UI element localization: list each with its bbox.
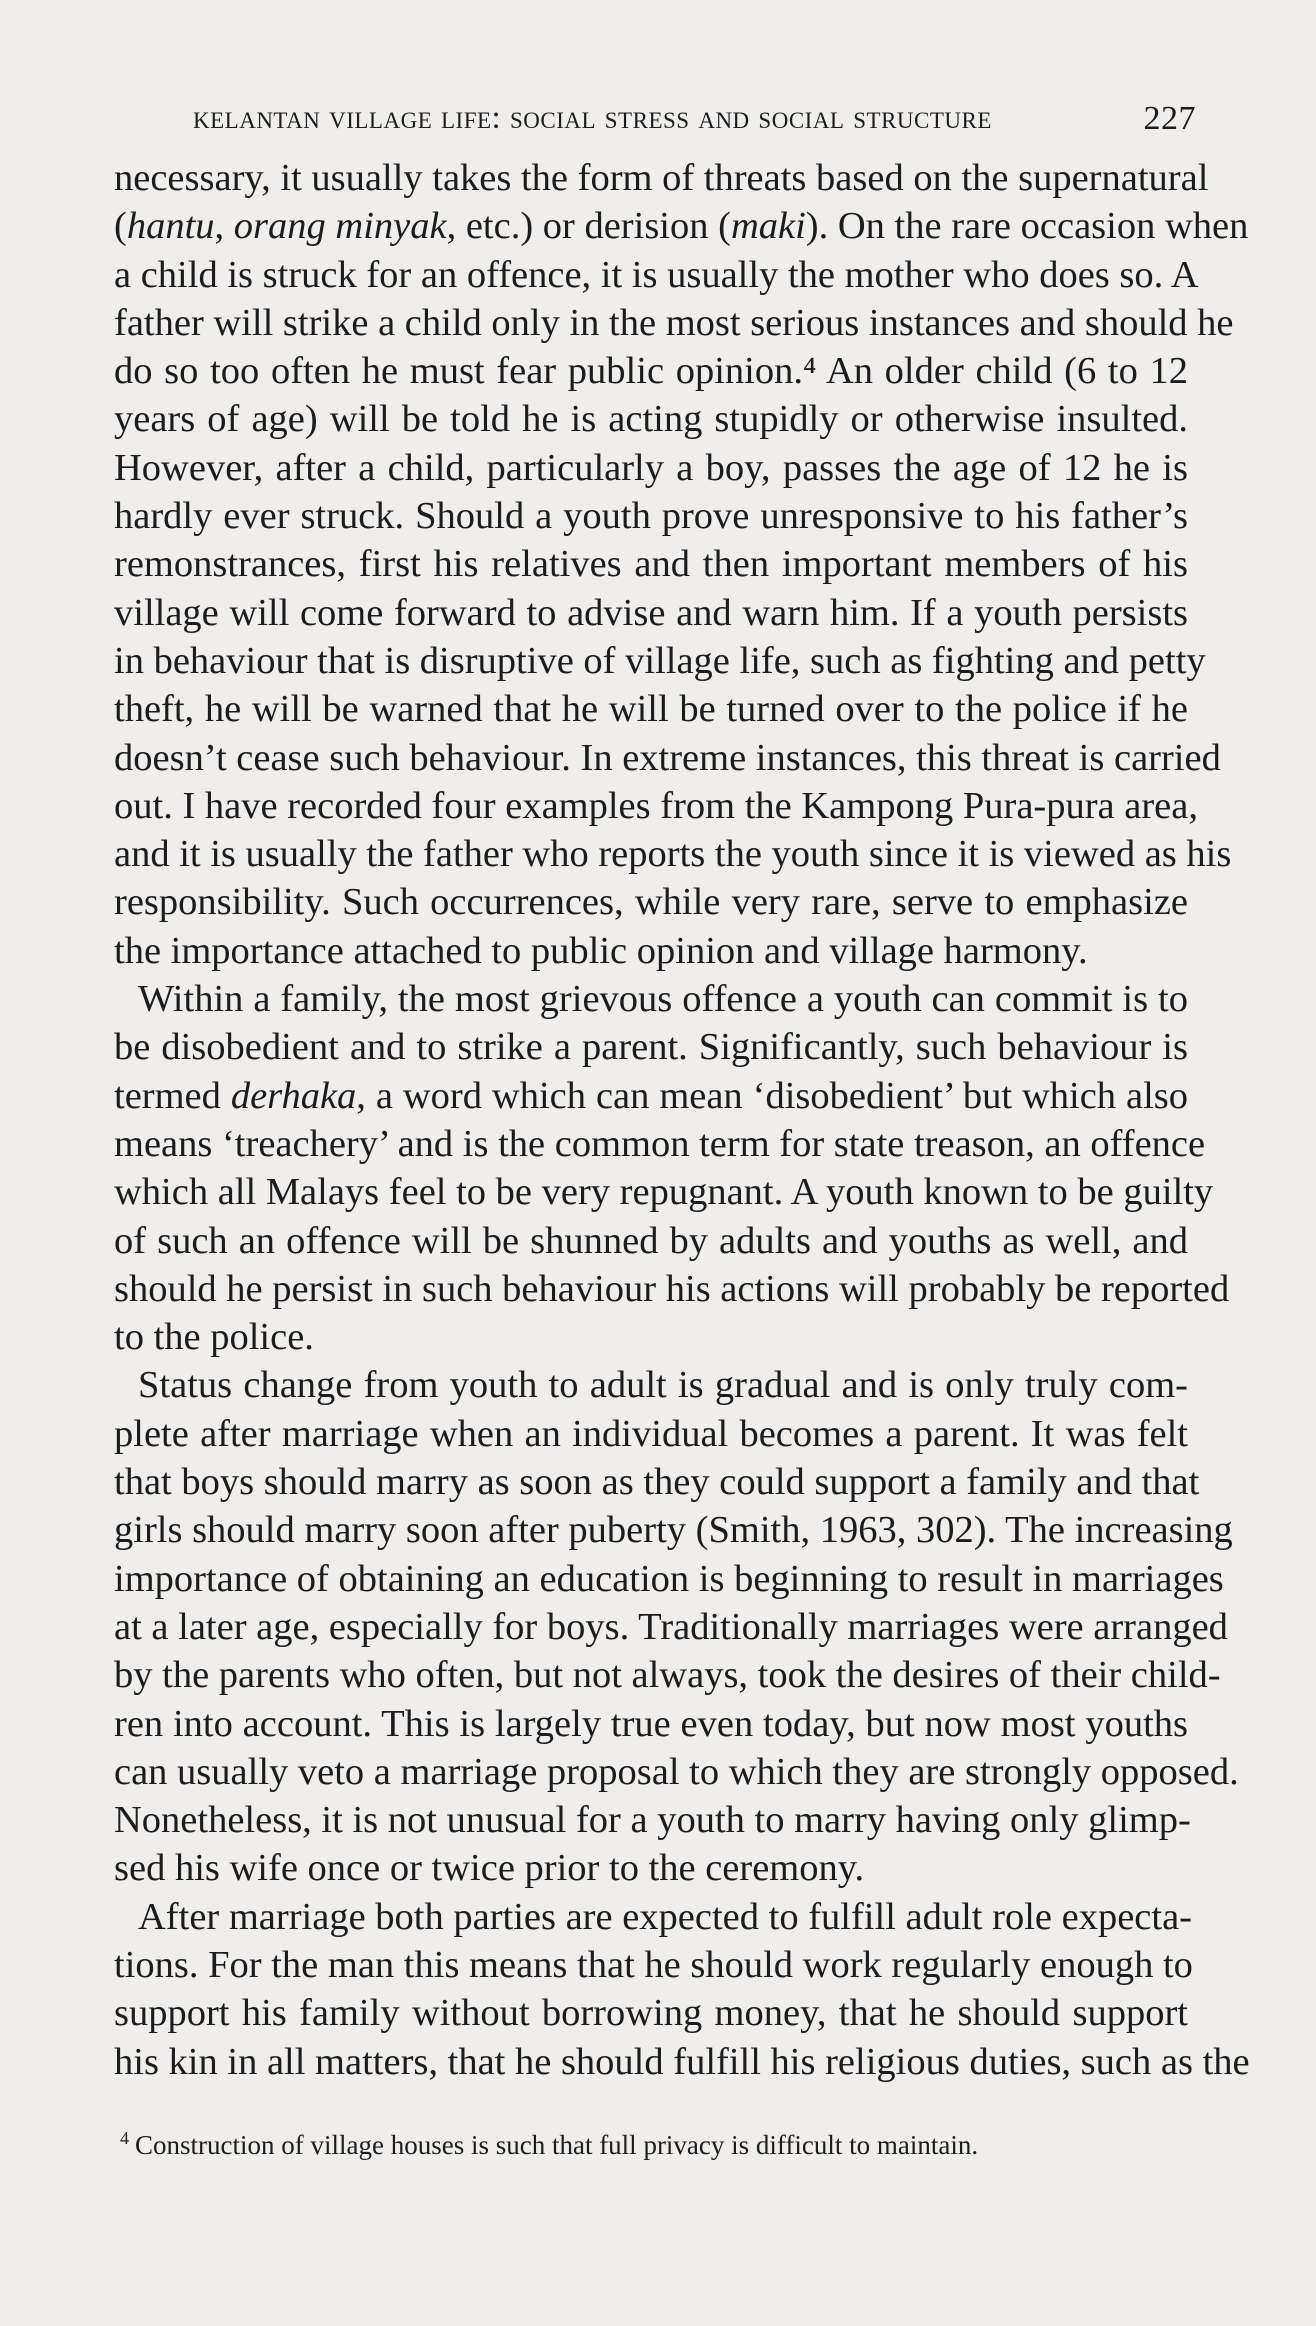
text-line xyxy=(114,1555,1224,1603)
text-run: plete after marriage when an individual becomes a parent. It was felt xyxy=(114,1412,1188,1455)
text-line xyxy=(114,1072,1188,1120)
italic-term: derhaka xyxy=(230,1074,357,1117)
text-run: theft, he will be warned that he will be turned over to the police if he xyxy=(114,688,1188,731)
page-number: 227 xyxy=(1143,100,1196,137)
text-run: and it is usually the father who reports the youth since it is viewed as his xyxy=(114,833,1232,876)
text-run: to the police. xyxy=(114,1316,314,1359)
text-line xyxy=(114,1700,1188,1748)
text-line xyxy=(114,251,1199,299)
text-run: Within a family, the most grievous offence a youth can commit is to xyxy=(138,978,1188,1021)
text-run: his kin in all matters, that he should fulfill his religious duties, such as the xyxy=(114,2040,1250,2083)
footnote xyxy=(120,2128,978,2161)
text-line xyxy=(114,1603,1228,1651)
text-line xyxy=(114,734,1221,782)
text-line xyxy=(114,1989,1188,2037)
text-run: remonstrances, first his relatives and then important members of his xyxy=(114,543,1188,586)
text-line xyxy=(114,1265,1230,1313)
text-line xyxy=(114,1844,1188,1892)
text-run: importance of obtaining an education is beginning to result in marriages xyxy=(114,1557,1224,1600)
running-header xyxy=(193,100,1196,138)
text-line xyxy=(114,975,1188,1023)
italic-term: orang minyak xyxy=(233,205,447,248)
italic-term: hantu xyxy=(126,205,215,248)
text-run: that boys should marry as soon as they could support a family and that xyxy=(114,1461,1200,1504)
text-run: which all Malays feel to be very repugnant. A youth known to be guilty xyxy=(114,1171,1214,1214)
footnote-text: Construction of village houses is such that full privacy is difficult to maintain. xyxy=(135,2130,979,2160)
text-line xyxy=(114,395,1188,443)
text-run: hardly ever struck. Should a youth prove unresponsive to his father’s xyxy=(114,495,1188,538)
text-line xyxy=(114,927,1188,975)
text-run: do so too often he must fear public opinion.⁴ An older child (6 to 12 xyxy=(114,350,1188,393)
text-line xyxy=(114,2038,1250,2086)
text-line xyxy=(114,1023,1188,1071)
text-run: years of age) will be told he is acting stupidly or otherwise insulted. xyxy=(114,398,1188,441)
text-run: of such an offence will be shunned by adults and youths as well, and xyxy=(114,1219,1188,1262)
text-run: necessary, it usually takes the form of threats based on the supernatural xyxy=(114,157,1209,199)
text-run: be disobedient and to strike a parent. Significantly, such behaviour is xyxy=(114,1026,1188,1069)
text-line xyxy=(114,540,1188,588)
text-run: father will strike a child only in the most serious instances and should he xyxy=(114,301,1234,344)
text-run: girls should marry soon after puberty (Smith, 1963, 302). The increasing xyxy=(114,1509,1233,1552)
text-line xyxy=(114,444,1188,492)
text-run: , a word which can mean ‘disobedient’ but which also xyxy=(356,1074,1189,1117)
text-line xyxy=(114,1168,1214,1216)
text-line xyxy=(114,202,1249,250)
text-run: Nonetheless, it is not unusual for a youth to marry having only glimp- xyxy=(114,1799,1191,1842)
text-line xyxy=(114,1651,1221,1699)
text-run: ). On the rare occasion when xyxy=(805,205,1249,248)
italic-term: maki xyxy=(730,205,806,248)
text-line xyxy=(114,1796,1191,1844)
text-line xyxy=(114,299,1234,347)
text-line xyxy=(114,830,1232,878)
text-run: the importance attached to public opinion and village harmony. xyxy=(114,929,1088,972)
body-text xyxy=(114,154,1250,2086)
text-run: out. I have recorded four examples from the Kampong Pura-pura area, xyxy=(114,784,1198,827)
text-run: by the parents who often, but not always, took the desires of their child- xyxy=(114,1654,1221,1697)
text-line xyxy=(114,1410,1188,1458)
text-line xyxy=(114,1313,1188,1361)
text-line xyxy=(114,782,1198,830)
text-run: responsibility. Such occurrences, while very rare, serve to emphasize xyxy=(114,881,1188,924)
text-run: After marriage both parties are expected to fulfill adult role expecta- xyxy=(138,1895,1192,1938)
running-title: kelantan village life: social stress and social structure xyxy=(193,100,992,136)
text-line xyxy=(114,1120,1206,1168)
text-run: tions. For the man this means that he should work regularly enough to xyxy=(114,1943,1193,1986)
text-run: at a later age, especially for boys. Traditionally marriages were arranged xyxy=(114,1605,1228,1648)
text-run: , etc.) or derision ( xyxy=(446,205,731,248)
text-line xyxy=(114,878,1188,926)
text-run: means ‘treachery’ and is the common term for state treason, an offence xyxy=(114,1122,1206,1165)
text-run: ren into account. This is largely true even today, but now most youths xyxy=(114,1702,1188,1745)
footnote-marker: 4 xyxy=(120,2128,129,2148)
text-line xyxy=(114,154,1209,202)
text-run: sed his wife once or twice prior to the ceremony. xyxy=(114,1847,865,1890)
text-line xyxy=(114,685,1188,733)
text-run: termed xyxy=(114,1074,231,1117)
text-run: Status change from youth to adult is gradual and is only truly com- xyxy=(138,1364,1188,1407)
text-run: support his family without borrowing money, that he should support xyxy=(114,1992,1188,2035)
text-run: village will come forward to advise and warn him. If a youth persists xyxy=(114,591,1188,634)
text-line xyxy=(114,492,1188,540)
text-run: , xyxy=(214,205,234,248)
text-run: doesn’t cease such behaviour. In extreme instances, this threat is carried xyxy=(114,736,1221,779)
text-run: can usually veto a marriage proposal to which they are strongly opposed. xyxy=(114,1750,1239,1793)
text-line xyxy=(114,1217,1188,1265)
text-run: in behaviour that is disruptive of village life, such as fighting and petty xyxy=(114,639,1206,682)
text-run: a child is struck for an offence, it is usually the mother who does so. A xyxy=(114,253,1199,296)
text-run: should he persist in such behaviour his actions will probably be reported xyxy=(114,1267,1230,1310)
text-line xyxy=(114,1893,1192,1941)
text-line xyxy=(114,1458,1200,1506)
text-run: ( xyxy=(114,205,127,248)
text-line xyxy=(114,637,1206,685)
text-line xyxy=(114,1361,1188,1409)
text-line xyxy=(114,1506,1233,1554)
text-line xyxy=(114,589,1188,637)
text-line xyxy=(114,1748,1239,1796)
text-run: However, after a child, particularly a boy, passes the age of 12 he is xyxy=(114,446,1188,489)
text-line xyxy=(114,347,1188,395)
text-line xyxy=(114,1941,1193,1989)
